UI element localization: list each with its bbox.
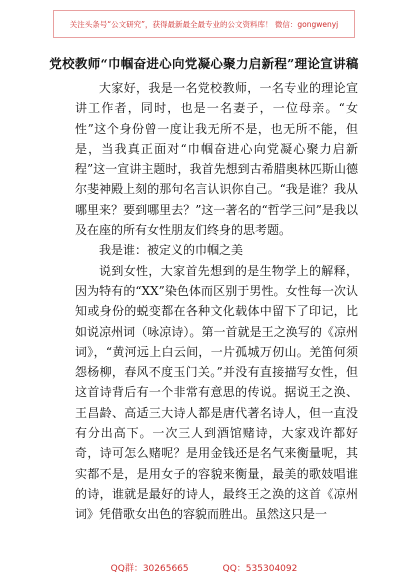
document-body <box>75 78 358 525</box>
footer-qq: QQ：535304092 <box>222 564 298 574</box>
paragraph-intro: 大家好，我是一名党校教师，一名专业的理论宣讲工作者，同时，也是一名妻子，一位母亲。“女性”这个身份曾一度让我无所不是，也无所不能，但是，当我真正面对“巾帼奋进心向党凝心聚力启新程”这一宣讲主题时，我首先想到古希腊奥林匹斯山德尔斐神殿上刻的那句名言认识你自己。“我是谁？我从哪里来？要到哪里去？”这一著名的“哲学三问”是我以及在座的所有女性朋友们终身的思考题。 <box>75 81 358 238</box>
document-title: 党校教师“巾帼奋进心向党凝心聚力启新程”理论宣讲稿 <box>49 56 359 71</box>
footer-qq-group: QQ群：30265665 <box>110 564 189 574</box>
paragraph-body: 说到女性，大家首先想到的是生物学上的解释，因为特有的“XX”染色体而区别于男性。女性每一次认知或身份的蜕变都在各种文化载体中留下了印记，比如说凉州词（咏凉诗）。第一首就是王之涣写的《凉州词》，“黄河远上白云间，一片孤城万仞山。羌笛何须怨杨柳，春风不度玉门关。”并没有直接描写女性，但这首诗背后有一个非常有意思的传说。据说王之涣、王昌龄、高适三大诗人都是唐代著名诗人，但一直没有分出高下。一次三人到酒馆赌诗，大家戏许都好奇，诗可怎么赌呢？是用金钱还是名气来衡量呢，其实都不是，是用女子的容貌来衡量，最美的歌妓唱谁的诗，谁就是最好的诗人，最终王之涣的这首《凉州词》凭借歌女出色的容貌而胜出。虽然这只是一 <box>75 263 358 522</box>
header-banner: 关注头条号“公文研究”，获得最新最全最专业的公文资料库！ 微信：gongwenyj <box>53 10 355 38</box>
footer-contact <box>0 561 408 574</box>
section-heading: 我是谁：被定义的巾帼之美 <box>99 243 244 258</box>
